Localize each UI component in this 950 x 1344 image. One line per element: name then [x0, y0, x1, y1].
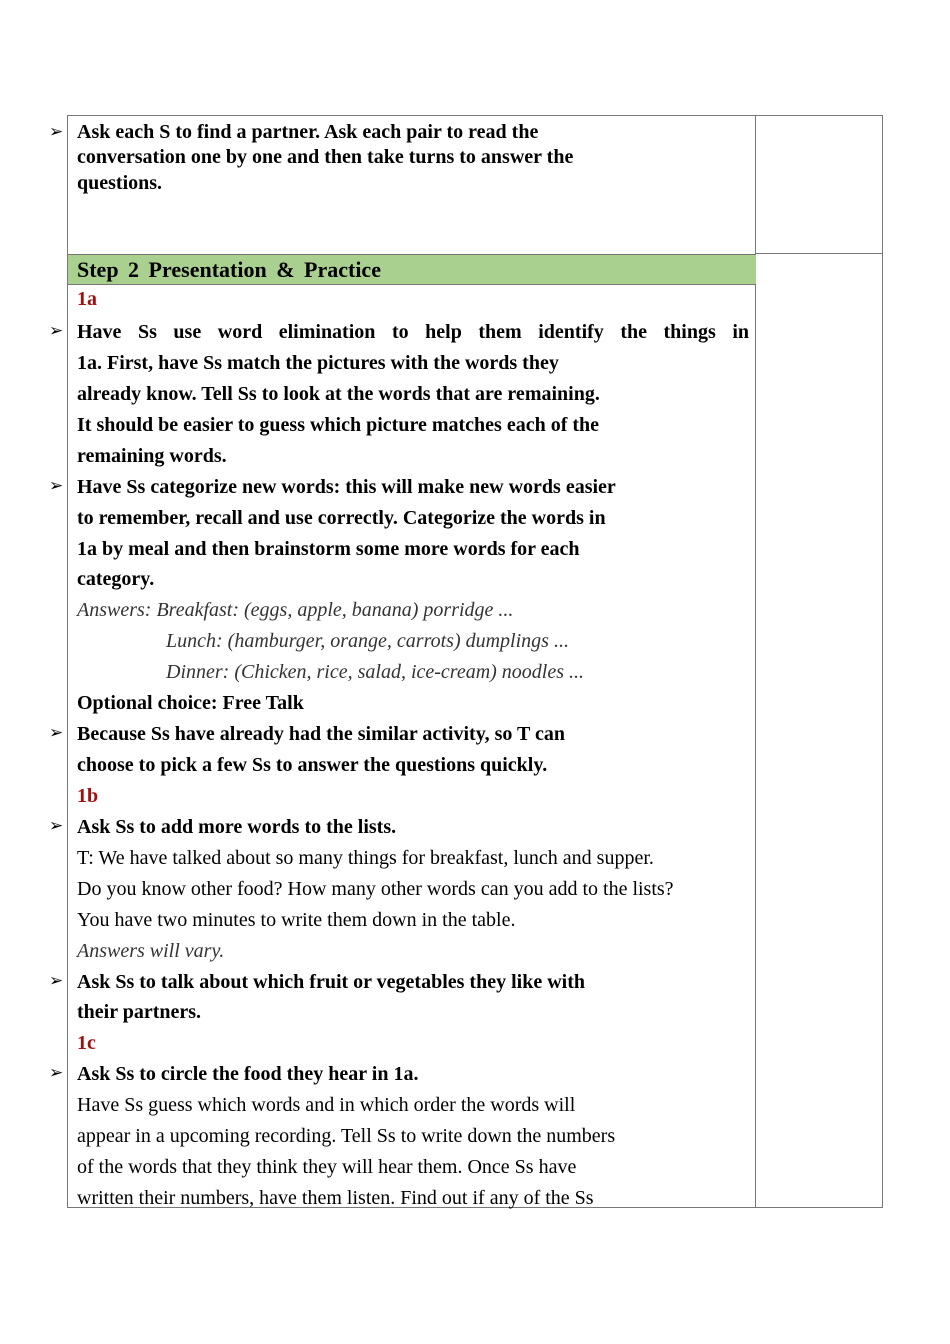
intro-line-1: Ask each S to find a partner. Ask each pair to read the — [77, 121, 539, 143]
p2-line-2: to remember, recall and use correctly. Categorize the words in — [77, 507, 606, 529]
p3-line-1: Because Ss have already had the similar activity, so T can — [77, 723, 565, 745]
p3-line-2: choose to pick a few Ss to answer the questions quickly. — [77, 754, 548, 776]
p5-line-2: their partners. — [77, 1001, 202, 1023]
bullet-arrow-icon: ➢ — [49, 122, 64, 142]
p4-line: Ask Ss to add more words to the lists. — [77, 816, 397, 838]
p1-line-1: Have Ss use word elimination to help them identify the things in — [77, 321, 749, 343]
section-1b: 1b — [77, 785, 99, 807]
lesson-table — [49, 115, 883, 1209]
t-line-2: Do you know other food? How many other words can you add to the lists? — [77, 878, 674, 900]
p7-line-4: written their numbers, have them listen. Find out if any of the Ss — [77, 1187, 594, 1209]
p1-line-3: already know. Tell Ss to look at the words that are remaining. — [77, 383, 600, 405]
bullet-arrow-icon: ➢ — [49, 816, 64, 836]
p2-line-4: category. — [77, 568, 155, 590]
answers-vary: Answers will vary. — [77, 940, 225, 962]
bullet-arrow-icon: ➢ — [49, 1063, 64, 1083]
p1-line-2: 1a. First, have Ss match the pictures with the words they — [77, 352, 559, 374]
bullet-arrow-icon: ➢ — [49, 971, 64, 991]
answers-lunch: Lunch: (hamburger, orange, carrots) dumplings ... — [166, 630, 569, 652]
right-cell-divider — [755, 253, 883, 254]
t-line-3: You have two minutes to write them down in the table. — [77, 909, 516, 931]
optional-choice: Optional choice: Free Talk — [77, 692, 304, 714]
section-1a: 1a — [77, 288, 97, 310]
bullet-arrow-icon: ➢ — [49, 723, 64, 743]
p2-line-1: Have Ss categorize new words: this will make new words easier — [77, 476, 616, 498]
p7-line-3: of the words that they think they will hear them. Once Ss have — [77, 1156, 577, 1178]
p7-line-1: Have Ss guess which words and in which order the words will — [77, 1094, 576, 1116]
section-1c: 1c — [77, 1032, 96, 1054]
step-header: Step 2 Presentation & Practice — [68, 254, 756, 285]
answers-breakfast: Answers: Breakfast: (eggs, apple, banana) porridge ... — [77, 599, 514, 621]
answers-dinner: Dinner: (Chicken, rice, salad, ice-cream) noodles ... — [166, 661, 585, 683]
bullet-arrow-icon: ➢ — [49, 476, 64, 496]
p6-line: Ask Ss to circle the food they hear in 1a. — [77, 1063, 419, 1085]
p7-line-2: appear in a upcoming recording. Tell Ss to write down the numbers — [77, 1125, 616, 1147]
bullet-arrow-icon: ➢ — [49, 321, 64, 341]
p5-line-1: Ask Ss to talk about which fruit or vegetables they like with — [77, 971, 585, 993]
intro-line-3: questions. — [77, 172, 163, 194]
t-line-1: T: We have talked about so many things for breakfast, lunch and supper. — [77, 847, 654, 869]
p1-line-4: It should be easier to guess which picture matches each of the — [77, 414, 600, 436]
p1-line-5: remaining words. — [77, 445, 227, 467]
p2-line-3: 1a by meal and then brainstorm some more words for each — [77, 538, 580, 560]
intro-line-2: conversation one by one and then take turns to answer the — [77, 146, 574, 168]
